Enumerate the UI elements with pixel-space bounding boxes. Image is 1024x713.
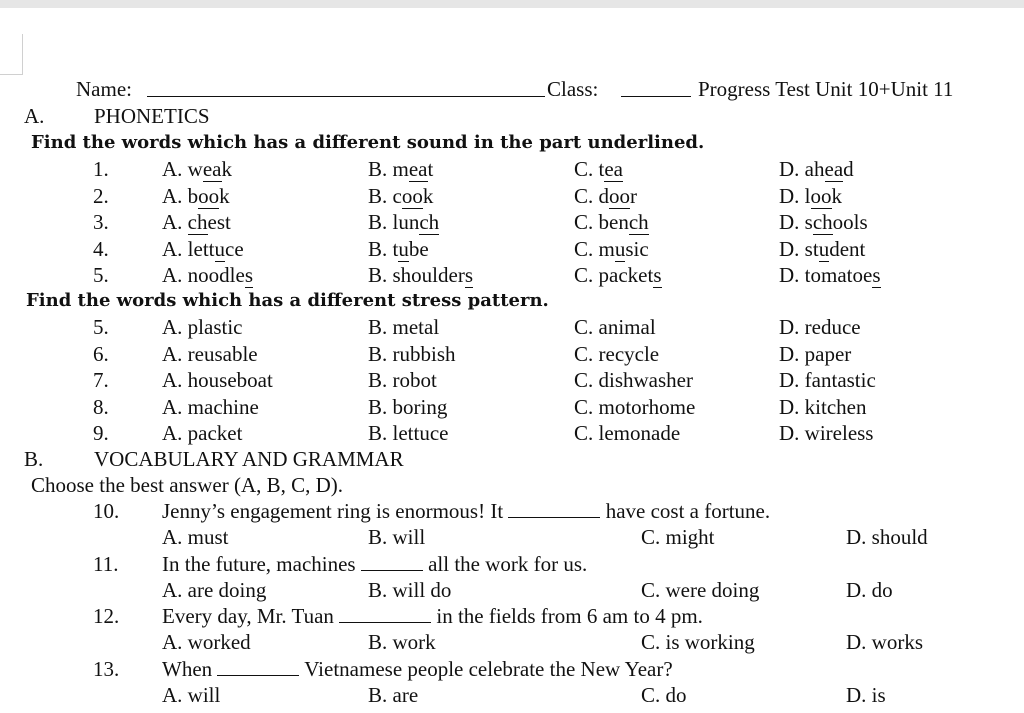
answer-option[interactable]: A. lettuce (162, 236, 244, 261)
question-number: 5. (93, 315, 109, 339)
answer-option[interactable]: A. are doing (162, 577, 267, 602)
answer-option[interactable]: C. do (641, 682, 687, 707)
answer-option[interactable]: C. tea (574, 157, 623, 181)
underlined-part: u (818, 236, 830, 261)
answer-option[interactable]: A. chest (162, 210, 231, 234)
underlined-part: s (464, 263, 474, 287)
answer-option[interactable]: B. tube (368, 236, 429, 261)
top-border (0, 0, 1024, 8)
underlined-part: ch (419, 210, 440, 234)
answer-option[interactable]: A. will (162, 682, 221, 707)
question-number: 11. (93, 551, 119, 576)
answer-option[interactable]: D. works (846, 630, 923, 654)
answer-option[interactable]: C. packets (574, 263, 662, 287)
answer-option[interactable]: D. kitchen (779, 394, 867, 419)
answer-option[interactable]: B. are (368, 682, 419, 707)
answer-option[interactable]: A. houseboat (162, 368, 273, 392)
section-b-title: VOCABULARY AND GRAMMAR (94, 447, 404, 471)
underlined-part: ea (824, 157, 844, 181)
answer-option[interactable]: C. animal (574, 315, 656, 339)
name-blank[interactable] (147, 78, 545, 97)
page-corner-mark (0, 34, 23, 75)
answer-blank[interactable] (339, 604, 431, 623)
answer-option[interactable]: C. were doing (641, 577, 760, 602)
answer-option[interactable]: A. book (162, 183, 230, 208)
answer-blank[interactable] (361, 552, 423, 571)
question-number: 10. (93, 499, 120, 523)
answer-option[interactable]: A. noodles (162, 263, 254, 287)
answer-option[interactable]: A. packet (162, 421, 243, 445)
answer-option[interactable]: A. machine (162, 394, 259, 419)
underlined-part: ch (628, 210, 649, 234)
underlined-part: s (244, 263, 254, 287)
answer-option[interactable]: A. plastic (162, 315, 243, 339)
answer-option[interactable]: D. student (779, 236, 866, 261)
answer-blank[interactable] (217, 657, 299, 676)
question-number: 2. (93, 183, 109, 208)
section-a-title: PHONETICS (94, 104, 210, 128)
answer-option[interactable]: D. ahead (779, 157, 854, 181)
answer-blank[interactable] (508, 499, 600, 518)
class-blank[interactable] (621, 78, 691, 97)
question-number: 8. (93, 394, 109, 419)
instruction-choose: Choose the best answer (A, B, C, D). (31, 473, 344, 497)
answer-option[interactable]: B. lunch (368, 210, 440, 234)
question-number: 12. (93, 604, 120, 628)
question-number: 5. (93, 263, 109, 287)
question-number: 1. (93, 157, 109, 181)
answer-option[interactable]: C. lemonade (574, 421, 681, 445)
underlined-part: u (214, 236, 225, 261)
question-number: 3. (93, 210, 109, 234)
answer-option[interactable]: D. look (779, 183, 842, 208)
question-stem: Jenny’s engagement ring is enormous! It have cost a fortune. (162, 499, 771, 523)
answer-option[interactable]: D. should (846, 525, 928, 549)
underlined-part: oo (401, 183, 423, 208)
test-title: Progress Test Unit 10+Unit 11 (698, 77, 954, 101)
instruction-sound: Find the words which has a different sound in the part underlined. (31, 132, 705, 153)
underlined-part: ch (812, 210, 833, 234)
underlined-part: ea (604, 157, 623, 181)
answer-option[interactable]: D. paper (779, 341, 852, 366)
underlined-part: s (653, 263, 662, 287)
underlined-part: oo (609, 183, 631, 208)
answer-option[interactable]: C. motorhome (574, 394, 696, 419)
question-stem: In the future, machines all the work for us. (162, 551, 588, 576)
answer-option[interactable]: C. music (574, 236, 649, 261)
answer-option[interactable]: C. might (641, 525, 715, 549)
underlined-part: u (614, 236, 626, 261)
instruction-stress: Find the words which has a different stress pattern. (26, 290, 549, 311)
underlined-part: ea (202, 157, 222, 181)
answer-option[interactable]: B. shoulders (368, 263, 474, 287)
answer-option[interactable]: C. dishwasher (574, 368, 693, 392)
answer-option[interactable]: A. must (162, 525, 229, 549)
question-number: 4. (93, 236, 109, 261)
answer-option[interactable]: B. lettuce (368, 421, 449, 445)
answer-option[interactable]: D. do (846, 577, 893, 602)
answer-option[interactable]: B. will (368, 525, 426, 549)
answer-option[interactable]: B. work (368, 630, 436, 654)
answer-option[interactable]: B. metal (368, 315, 440, 339)
answer-option[interactable]: C. recycle (574, 341, 660, 366)
answer-option[interactable]: D. wireless (779, 421, 874, 445)
underlined-part: ch (187, 210, 208, 234)
answer-option[interactable]: B. robot (368, 368, 437, 392)
answer-option[interactable]: C. is working (641, 630, 755, 654)
answer-option[interactable]: D. reduce (779, 315, 861, 339)
section-a-letter: A. (24, 104, 45, 128)
underlined-part: oo (810, 183, 832, 208)
answer-option[interactable]: B. meat (368, 157, 434, 181)
answer-option[interactable]: D. is (846, 682, 886, 707)
answer-option[interactable]: B. boring (368, 394, 448, 419)
answer-option[interactable]: A. reusable (162, 341, 258, 366)
question-number: 6. (93, 341, 109, 366)
answer-option[interactable]: D. schools (779, 210, 868, 234)
underlined-part: ea (408, 157, 428, 181)
name-label: Name: (76, 77, 132, 101)
answer-option[interactable]: B. cook (368, 183, 434, 208)
question-stem: When Vietnamese people celebrate the New Year? (162, 656, 673, 681)
answer-option[interactable]: B. will do (368, 577, 452, 602)
answer-option[interactable]: C. door (574, 183, 638, 208)
question-number: 7. (93, 368, 109, 392)
answer-option[interactable]: B. rubbish (368, 341, 456, 366)
underlined-part: oo (198, 183, 220, 208)
answer-option[interactable]: A. worked (162, 630, 251, 654)
section-b-letter: B. (24, 447, 44, 471)
question-number: 9. (93, 421, 109, 445)
answer-option[interactable]: D. tomatoes (779, 263, 881, 287)
question-stem: Every day, Mr. Tuan in the fields from 6 am to 4 pm. (162, 604, 703, 628)
class-label: Class: (547, 77, 599, 101)
underlined-part: s (872, 263, 881, 287)
answer-option[interactable]: A. weak (162, 157, 232, 181)
answer-option[interactable]: D. fantastic (779, 368, 876, 392)
answer-option[interactable]: C. bench (574, 210, 649, 234)
underlined-part: u (398, 236, 409, 261)
question-number: 13. (93, 656, 120, 681)
